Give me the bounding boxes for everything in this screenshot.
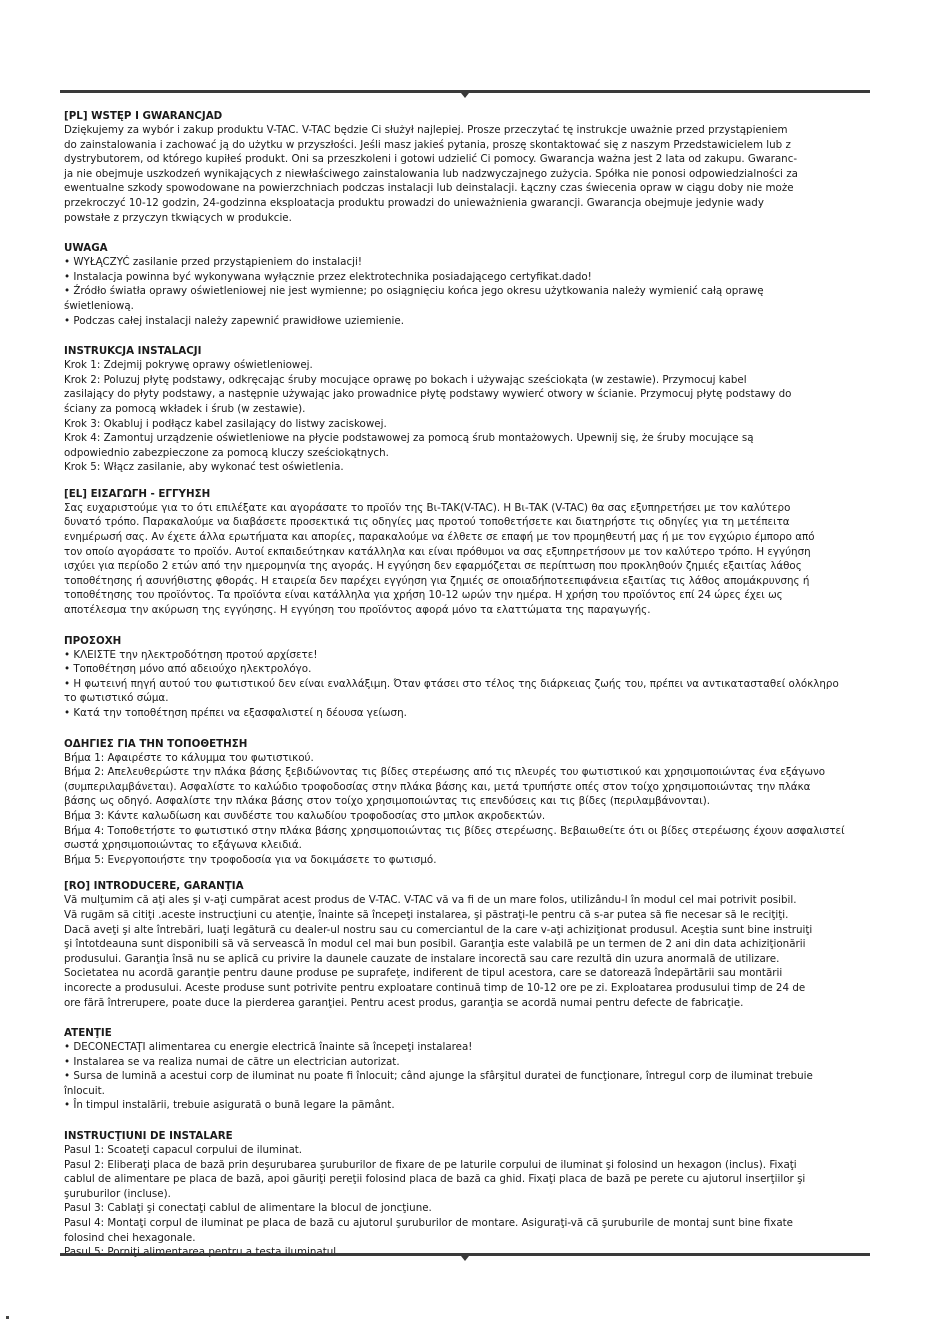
step-line: βάσης ως οδηγό. Ασφαλίστε την πλάκα βάσης στον τοίχο χρησιμοποιώντας τις επενδύσεις και τις βίδες (περιλαμβάνονται). — [64, 795, 711, 808]
text-line: przekroczyć 10-12 godzin, 24-godzinna eksploatacja produktu prowadzi do unieważnienia gwarancji. Gwarancja obejmuje jedynie wady — [64, 196, 764, 209]
step-line: Pasul 3: Cablaţi şi conectaţi cablul de alimentare la blocul de joncţiune. — [64, 1202, 432, 1215]
list-item: • Η φωτεινή πηγή αυτού του φωτιστικού δεν είναι εναλλάξιμη. Όταν φτάσει στο τέλος της διάρκειας ζωής του, πρέπει να αντικατασταθεί ολόκληρο — [64, 677, 839, 690]
text-line: powstałe z przyczyn tkwiących w produkcie. — [64, 211, 292, 224]
step-line: (συμπεριλαμβάνεται). Ασφαλίστε το καλώδιο τροφοδοσίας στην πλάκα βάσης και, μετά τρυπήστε οπές στον τοίχο χρησιμοποιώντας την πλάκα — [64, 780, 811, 793]
text-line: τοποθέτησης του προϊόντος. Τα προϊόντα είναι κατάλληλα για χρήση 10-12 ωρών την ημέρα. Η χρήση του προϊόντος επί 24 ώρες έχει ως — [64, 589, 783, 602]
text-line: Σας ευχαριστούμε για το ότι επιλέξατε και αγοράσατε το προϊόν της Bι-TAK(V-TAC). Η Bι-TAK (V-TAC) θα σας εξυπηρετήσει με τον καλύτερο — [64, 501, 791, 514]
ro-intro-section — [64, 879, 878, 1010]
el-intro-section — [64, 487, 878, 618]
text-line: τοποθέτησης ή ασυνήθιστης φθοράς. Η εταιρεία δεν παρέχει εγγύηση για ζημιές σε οποιαδήποτεεπιφάνεια εξαιτίας τις λάθος απομάκρυνσης ή — [64, 574, 810, 587]
text-line: Dziękujemy za wybór i zakup produktu V-TAC. V-TAC będzie Ci służył najlepiej. Prosze przeczytać tę instrukcje uważnie przed przystąpieniem — [64, 124, 788, 136]
list-item: • Τοποθέτηση μόνο από αδειούχο ηλεκτρολόγο. — [64, 663, 312, 676]
text-line: incorecte a produsului. Aceste produse sunt potrivite pentru exploatare continuă timp de 10-12 ore pe zi. Exploatarea produsului timp de 24 de — [64, 981, 806, 994]
el-warning-section — [64, 634, 878, 721]
step-line: Krok 2: Poluzuj płytę podstawy, odkręcając śruby mocujące oprawę po bokach i używając sześciokąta (w zestawie). Przymocuj kabel — [64, 373, 747, 386]
ro-install-steps — [64, 1143, 878, 1260]
text-line: ενημέρωσή σας. Αν έχετε άλλα ερωτήματα και απορίες, παρακαλούμε να έλθετε σε επαφή με τον προμηθευτή μας ή με τον εγχώριο έμπορο από — [64, 531, 815, 544]
pl-intro-title: [PL] WSTĘP I GWARANCJAD — [64, 110, 223, 122]
step-line: ściany za pomocą wkładek i śrub (w zestawie). — [64, 402, 306, 415]
step-line: Βήμα 3: Κάντε καλωδίωση και συνδέστε του καλωδίου τροφοδοσίας στο μπλοκ ακροδεκτών. — [64, 809, 546, 822]
step-line: Βήμα 1: Αφαιρέστε το κάλυμμα του φωτιστικού. — [64, 751, 314, 764]
list-item: • WYŁĄCZYĆ zasilanie przed przystąpieniem do instalacji! — [64, 256, 362, 269]
step-line: odpowiednio zabezpieczone za pomocą kluczy sześciokątnych. — [64, 446, 389, 459]
list-item: świetleniową. — [64, 299, 134, 312]
el-install-section — [64, 737, 878, 868]
list-item: • Podczas całej instalacji należy zapewnić prawidłowe uziemienie. — [64, 314, 404, 327]
ro-intro-text — [64, 893, 878, 1010]
ro-warning-section — [64, 1026, 878, 1113]
text-line: ισχύει για περίοδο 2 ετών από την ημερομηνία της αγοράς. Η εγγύηση δεν εφαρμόζεται σε περίπτωση που προκληθούν ζημιές εξαιτίας λάθος — [64, 560, 802, 573]
text-line: αποτέλεσμα την ακύρωση της εγγύησης. Η εγγύηση του προϊόντος αφορά μόνο τα ελαττώματα της παραγωγής. — [64, 604, 651, 617]
text-line: do zainstalowania i zachować ją do użytku w przyszłości. Jeśli masz jakieś pytania, proszę skontaktować się z naszym Przedstawicielem lub z — [64, 138, 791, 151]
document-body — [64, 109, 878, 1272]
step-line: Pasul 1: Scoateţi capacul corpului de iluminat. — [64, 1144, 303, 1157]
el-warning-list — [64, 648, 878, 721]
list-item: • DECONECTAŢI alimentarea cu energie electrică înainte să începeţi instalarea! — [64, 1041, 473, 1054]
pl-warning-title: UWAGA — [64, 242, 108, 255]
list-item: • Instalacja powinna być wykonywana wyłącznie przez elektrotechnika posiadającego certyfikat.dado! — [64, 270, 592, 283]
pl-warning-list — [64, 255, 878, 328]
text-line: ore fără întrerupere, poate duce la pierderea garanţiei. Pentru acest produs, garanţia se acordă numai pentru defecte de fabricaţie. — [64, 996, 744, 1009]
text-line: τον οποίο αγοράσατε το προϊόν. Αυτοί εκπαιδεύτηκαν κατάλληλα και είναι πρόθυμοι να σας εξυπηρετήσουν με τον καλύτερο τρόπο. Η εγγύηση — [64, 545, 811, 558]
pl-warning-section — [64, 241, 878, 328]
step-line: Krok 1: Zdejmij pokrywę oprawy oświetleniowej. — [64, 359, 313, 372]
text-line: Vă rugăm să citiţi .aceste instrucţiuni cu atenţie, înainte să începeţi instalarea, şi păstraţi-le pentru că s-ar putea să fie necesar să le reciţiţi. — [64, 908, 789, 921]
text-line: ja nie obejmuje uszkodzeń wynikających z niewłaściwego zainstalowania lub nadzwyczajnego zużycia. Spółka nie ponosi odpowiedzialności za — [64, 167, 798, 180]
ro-warning-title: ATENŢIE — [64, 1027, 112, 1040]
ro-install-section — [64, 1129, 878, 1260]
el-intro-text — [64, 501, 878, 618]
ro-intro-title: [RO] INTRODUCERE, GARANŢIA — [64, 880, 244, 893]
list-item: • Κατά την τοποθέτηση πρέπει να εξασφαλιστεί η δέουσα γείωση. — [64, 707, 407, 719]
pl-intro-section — [64, 109, 878, 225]
list-item: • Sursa de lumină a acestui corp de iluminat nu poate fi înlocuit; când ajunge la sfârşitul duratei de funcţionare, întregul corp de iluminat trebuie — [64, 1070, 813, 1083]
step-line: şuruburilor (incluse). — [64, 1187, 171, 1200]
step-line: σωστά χρησιμοποιώντας το εξάγωνα κλειδιά. — [64, 839, 302, 852]
step-line: Pasul 4: Montaţi corpul de iluminat pe placa de bază cu ajutorul şuruburilor de montare. Asiguraţi-vă că şuruburile de montaj sunt bine fixate — [64, 1217, 794, 1230]
text-line: δυνατό τρόπο. Παρακαλούμε να διαβάσετε προσεκτικά τις οδηγίες μας προτού τοποθετήσετε και διατηρήστε τις οδηγίες για τη μετέπειτα — [64, 516, 790, 529]
list-item: înlocuit. — [64, 1084, 105, 1097]
text-line: dystrybutorem, od którego kupiłeś produkt. Oni sa przeszkoleni i gotowi udzielić Ci pomocy. Gwarancja ważna jest 2 lata od zakupu. Gwaranc- — [64, 153, 798, 166]
step-line: folosind chei hexagonale. — [64, 1231, 196, 1244]
list-item: • Źródło światła oprawy oświetleniowej nie jest wymienne; po osiągnięciu końca jego okresu użytkowania należy wymienić całą oprawę — [64, 285, 764, 298]
text-line: ewentualne szkody spowodowane na powierzchniach podczas instalacji lub deinstalacji. Łączny czas świecenia opraw w ciągu doby nie może — [64, 182, 794, 195]
bottom-divider-notch — [461, 1256, 469, 1261]
step-line: Pasul 2: Eliberaţi placa de bază prin deşurubarea şuruburilor de fixare de pe laturile corpului de iluminat şi folosind un hexagon (inclus). Fixaţi — [64, 1158, 797, 1171]
list-item: • ΚΛΕΙΣΤΕ την ηλεκτροδότηση προτού αρχίσετε! — [64, 648, 318, 661]
text-line: Societatea nu acordă garanţie pentru daune produse pe suprafeţe, indiferent de tipul acestora, care se datorează îndepărtării sau montării — [64, 967, 783, 980]
text-line: produsului. Garanţia însă nu se aplică cu privire la daunele cauzate de instalare incorectă sau care rezultă din uzura anormală de utilizare. — [64, 952, 780, 965]
step-line: Βήμα 5: Ενεργοποιήστε την τροφοδοσία για να δοκιμάσετε το φωτισμό. — [64, 853, 437, 866]
text-line: şi întotdeauna sunt disponibili să vă servească în modul cel mai bun posibil. Garanţia este valabilă pe un termen de 2 ani din data achiziţionării — [64, 938, 806, 951]
list-item: • Instalarea se va realiza numai de către un electrician autorizat. — [64, 1055, 400, 1068]
pl-install-steps — [64, 358, 878, 475]
page-corner-mark — [6, 1316, 9, 1319]
el-warning-title: ΠΡΟΣΟΧΗ — [64, 634, 122, 647]
el-intro-title: [EL] ΕΙΣΑΓΩΓΗ - ΕΓΓΥΗΣΗ — [64, 487, 211, 500]
step-line: cablul de alimentare pe placa de bază, apoi găuriţi pereţii folosind placa de bază ca ghid. Fixaţi placa de bază pe perete cu ajutorul inserţiilor şi — [64, 1173, 806, 1186]
step-line: Krok 4: Zamontuj urządzenie oświetleniowe na płycie podstawowej za pomocą śrub montażowych. Upewnij się, że śruby mocujące są — [64, 432, 754, 445]
step-line: Krok 3: Okabluj i podłącz kabel zasilający do listwy zaciskowej. — [64, 417, 387, 430]
pl-intro-text — [64, 123, 878, 225]
list-item: το φωτιστικό σώμα. — [64, 692, 169, 705]
el-install-title: ΟΔΗΓΙΕΣ ΓΙΑ ΤΗΝ ΤΟΠΟΘΕΤΗΣΗ — [64, 737, 248, 750]
step-line: Krok 5: Włącz zasilanie, aby wykonać test oświetlenia. — [64, 461, 344, 474]
text-line: Dacă aveţi şi alte întrebări, luaţi legătură cu dealer-ul nostru sau cu comerciantul de la care v-aţi achiziţionat produsul. Aceştia sunt bine instruiţi — [64, 923, 813, 936]
list-item: • În timpul instalării, trebuie asigurată o bună legare la pământ. — [64, 1099, 395, 1112]
pl-install-section — [64, 344, 878, 475]
el-install-steps — [64, 751, 878, 868]
step-line: Βήμα 2: Απελευθερώστε την πλάκα βάσης ξεβιδώνοντας τις βίδες στερέωσης από τις πλευρές του φωτιστικού και χρησιμοποιώντας ένα εξάγωνο — [64, 766, 826, 779]
ro-warning-list — [64, 1040, 878, 1113]
top-divider-notch — [461, 93, 469, 98]
text-line: Vă mulţumim că aţi ales şi v-aţi cumpărat acest produs de V-TAC. V-TAC vă va fi de un mare folos, utilizându-l în modul cel mai potrivit posibil. — [64, 894, 797, 907]
step-line: Βήμα 4: Τοποθετήστε το φωτιστικό στην πλάκα βάσης χρησιμοποιώντας τις βίδες στερέωσης. Βεβαιωθείτε ότι οι βίδες στερέωσης έχουν ασφαλιστεί — [64, 824, 845, 837]
ro-install-title: INSTRUCŢIUNI DE INSTALARE — [64, 1130, 233, 1143]
pl-install-title: INSTRUKCJA INSTALACJI — [64, 345, 202, 358]
step-line: zasilający do płyty podstawy, a następnie używając jako prowadnice płytę podstawy wywierć otwory w ścianie. Przymocuj płytę podstawy do — [64, 388, 792, 401]
